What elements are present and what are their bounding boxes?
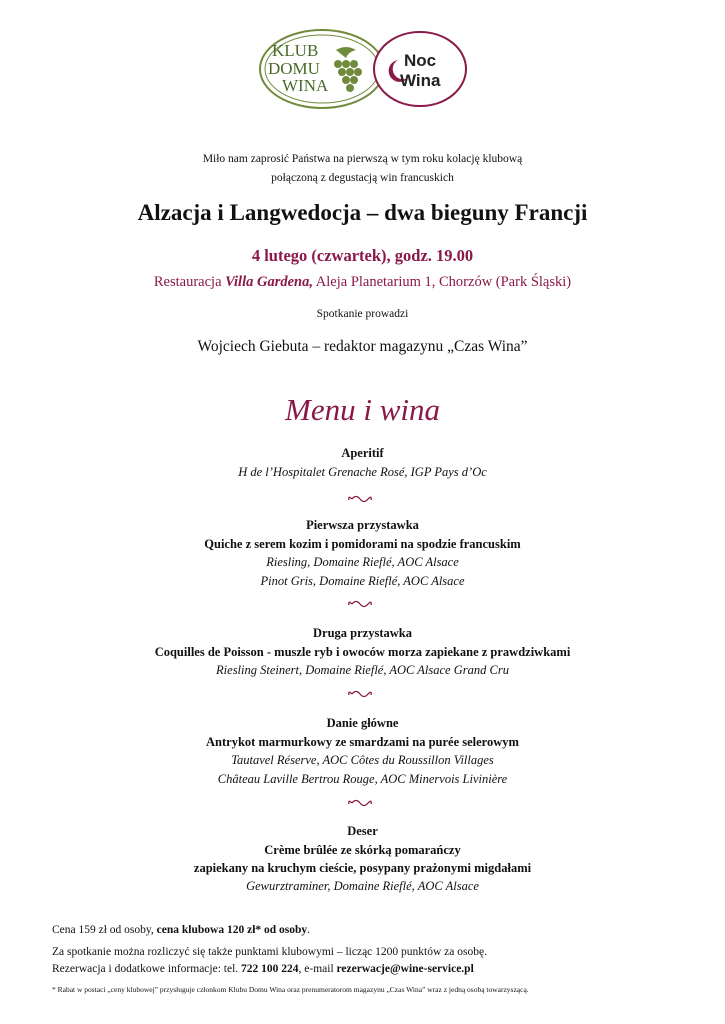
wine-item: H de l’Hospitalet Grenache Rosé, IGP Pays d’Oc (238, 465, 487, 479)
logo-text-wina: WINA (282, 76, 329, 95)
course-second-starter (0, 624, 725, 680)
reservation-label: Rezerwacja i dodatkowe informacje: tel. (52, 963, 242, 975)
email-label: , e-mail (298, 963, 337, 975)
course-heading: Danie główne (326, 716, 399, 730)
logo-text-noc-wina: Wina (400, 71, 441, 90)
price-line (52, 924, 692, 936)
course-heading: Pierwsza przystawka (306, 518, 419, 532)
course-first-starter (0, 516, 725, 591)
price-end: . (307, 924, 311, 936)
wine-item: Château Laville Bertrou Rouge, AOC Minervois Livinière (217, 772, 508, 786)
dish-item: Quiche z serem kozim i pomidorami na spodzie francuskim (204, 537, 521, 551)
course-heading: Aperitif (341, 446, 384, 460)
course-heading: Deser (347, 824, 378, 838)
host-label: Spotkanie prowadzi (316, 308, 409, 320)
dish-item: Crème brûlée ze skórką pomarańczy (264, 843, 461, 857)
ornament-divider-icon (0, 797, 725, 809)
menu-title: Menu i wina (285, 392, 440, 427)
invitation-line-1: Miło nam zaprosić Państwa na pierwszą w tym roku kolację klubową (202, 153, 523, 165)
reservation-phone[interactable]: 722 100 224 (241, 963, 299, 975)
event-date: 4 lutego (czwartek), godz. 19.00 (251, 246, 474, 265)
venue-address: Aleja Planetarium 1, Chorzów (Park Śląski) (312, 274, 572, 290)
host-name: Wojciech Giebuta – redaktor magazynu „Czas Wina” (197, 338, 528, 355)
points-line: Za spotkanie można rozliczyć się także punktami klubowymi – licząc 1200 punktów za osobę. (52, 946, 487, 958)
dish-item: Antrykot marmurkowy ze smardzami na purée selerowym (206, 735, 519, 749)
ornament-divider-icon (0, 493, 725, 505)
ornament-divider-icon (0, 688, 725, 700)
wine-item: Riesling, Domaine Rieflé, AOC Alsace (266, 555, 459, 569)
header-logos (0, 28, 725, 110)
ornament-divider-icon (0, 598, 725, 610)
reservation-line (52, 963, 692, 975)
wine-item: Pinot Gris, Domaine Rieflé, AOC Alsace (260, 574, 465, 588)
fine-print: * Rabat w postaci „ceny klubowej” przysługuje członkom Klubu Domu Wina oraz prenumeratorom magazynu „Czas Wina” wraz z jedną osobą towarzyszącą. (52, 985, 529, 994)
logo-text-noc: Noc (404, 51, 437, 70)
price-club: cena klubowa 120 zł* od osoby (156, 924, 308, 936)
course-aperitif (0, 444, 725, 482)
course-main (0, 714, 725, 789)
logo-text-domu: DOMU (268, 59, 320, 78)
logo-group (0, 28, 725, 110)
noc-wina-logo (374, 32, 466, 106)
wine-item: Riesling Steinert, Domaine Rieflé, AOC Alsace Grand Cru (216, 663, 509, 677)
dish-item: Coquilles de Poisson - muszle ryb i owoców morza zapiekane z prawdziwkami (154, 645, 571, 659)
course-heading: Druga przystawka (313, 626, 412, 640)
logo-text-klub: KLUB (272, 41, 319, 60)
wine-item: Tautavel Réserve, AOC Côtes du Roussillon Villages (231, 753, 494, 767)
wine-item: Gewurztraminer, Domaine Rieflé, AOC Alsace (246, 879, 479, 893)
invitation-line-2: połączoną z degustacją win francuskich (271, 172, 454, 184)
reservation-email-link[interactable]: rezerwacje@wine-service.pl (336, 963, 474, 975)
course-dessert (0, 822, 725, 896)
venue-name: Villa Gardena, (225, 274, 313, 290)
invitation-text (0, 150, 725, 188)
price-regular: Cena 159 zł od osoby, (52, 924, 157, 936)
venue-prefix: Restauracja (153, 274, 226, 290)
event-title: Alzacja i Langwedocja – dwa bieguny Francji (137, 200, 588, 225)
klub-domu-wina-logo (260, 30, 384, 108)
event-venue (0, 274, 725, 291)
dish-item: zapiekany na kruchym cieście, posypany prażonymi migdałami (193, 861, 532, 875)
